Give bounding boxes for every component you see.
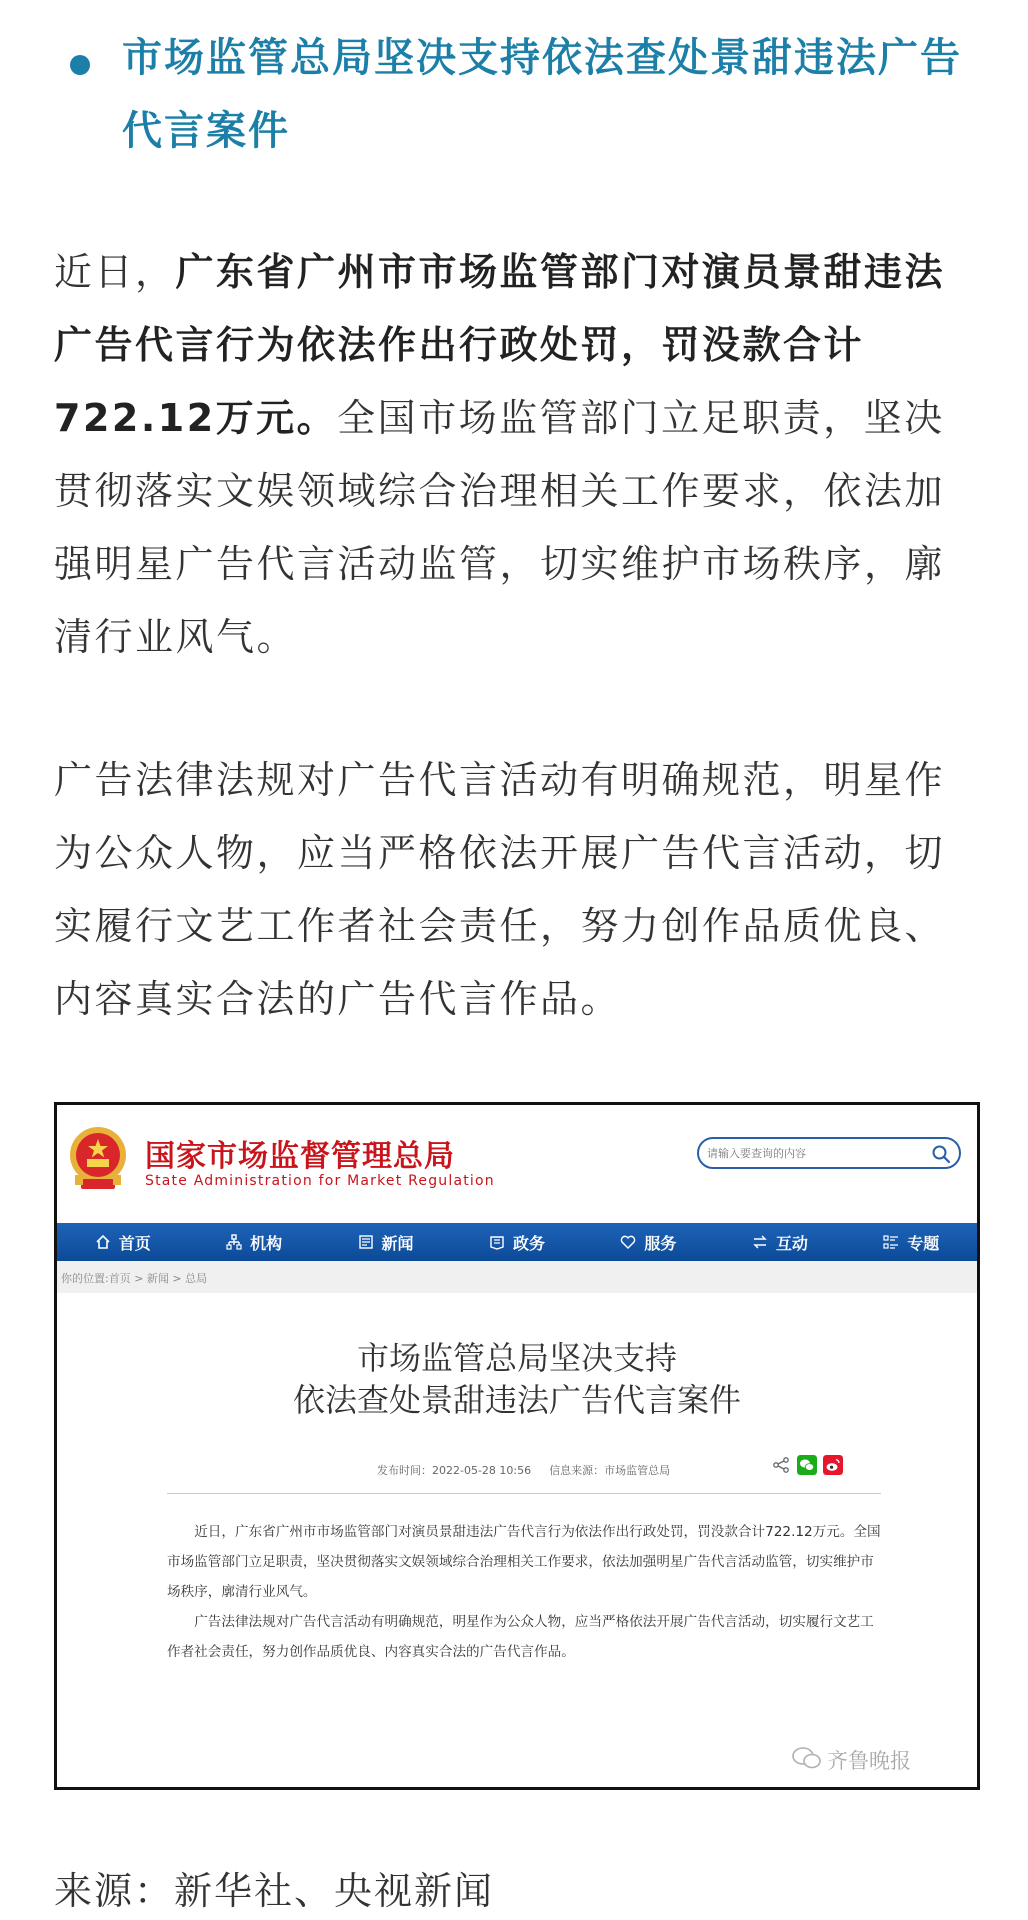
paragraph-1-rest: 全国市场监管部门立足职责，坚决贯彻落实文娱领域综合治理相关工作要求，依法加强明星广告代言活动监管，切实维护市场秩序，廓清行业风气。: [54, 396, 946, 659]
national-emblem-icon: [67, 1125, 129, 1191]
nav-service-label: 服务: [644, 1233, 677, 1253]
nav-government[interactable]: [451, 1223, 582, 1261]
nav-home[interactable]: [57, 1223, 188, 1261]
paragraph-2: 广告法律法规对广告代言活动有明确规范，明星作为公众人物，应当严格依法开展广告代言活动，切实履行文艺工作者社会责任，努力创作品质优良、内容真实合法的广告代言作品。: [54, 758, 946, 1021]
nav-government-label: 政务: [512, 1233, 545, 1253]
share-bar: [771, 1455, 843, 1475]
article-paragraph-1: 近日，广东省广州市市场监管部门对演员景甜违法广告代言行为依法作出行政处罚，罚没款合计722.12万元。全国市场监管部门立足职责，坚决贯彻落实文娱领域综合治理相关工作要求，依法加强明星广告代言活动监管，切实维护市场秩序，廓清行业风气。: [167, 1524, 881, 1600]
main-nav: [57, 1223, 977, 1261]
article-meta: [377, 1462, 670, 1478]
search-input[interactable]: [707, 1143, 923, 1163]
info-source: 信息来源：市场监管总局: [549, 1464, 671, 1477]
nav-org[interactable]: [188, 1223, 319, 1261]
nav-org-label: 机构: [250, 1233, 283, 1253]
org-name-cn: 国家市场监督管理总局: [145, 1139, 455, 1174]
heart-icon: [620, 1234, 636, 1250]
search-box[interactable]: [697, 1137, 961, 1169]
wechat-watermark-icon: [791, 1745, 823, 1771]
headline-title: 市场监管总局坚决支持依法查处景甜违法广告代言案件: [122, 35, 962, 154]
nav-news-label: 新闻: [381, 1233, 414, 1253]
breadcrumb: 你的位置:首页 > 新闻 > 总局: [57, 1261, 977, 1293]
share-icon[interactable]: [771, 1455, 791, 1475]
nav-topics[interactable]: [846, 1223, 977, 1261]
nav-news[interactable]: [320, 1223, 451, 1261]
org-name-en: State Administration for Market Regulation: [145, 1173, 495, 1189]
nav-interaction[interactable]: [714, 1223, 845, 1261]
nav-home-label: 首页: [118, 1233, 151, 1253]
bullet-dot-icon: [70, 55, 90, 75]
org-chart-icon: [226, 1234, 242, 1250]
article-body: [167, 1517, 881, 1667]
watermark-text: 齐鲁晚报: [827, 1749, 911, 1773]
exchange-icon: [752, 1234, 768, 1250]
government-icon: [489, 1234, 505, 1250]
article-title-line-1: 市场监管总局坚决支持: [356, 1339, 677, 1377]
paragraph-1: [54, 236, 984, 674]
paragraph-1-lead: 近日，: [54, 250, 176, 294]
nav-interaction-label: 互动: [775, 1233, 808, 1253]
article-title-line-2: 依法查处景甜违法广告代言案件: [292, 1381, 741, 1419]
article-title: [57, 1337, 977, 1421]
search-icon[interactable]: [931, 1144, 951, 1164]
site-header: [57, 1105, 977, 1225]
weibo-icon[interactable]: [823, 1455, 843, 1475]
wechat-icon[interactable]: [797, 1455, 817, 1475]
source-line: 来源：新华社、央视新闻: [54, 1869, 495, 1913]
news-icon: [358, 1234, 374, 1250]
home-icon: [95, 1234, 111, 1250]
paragraph-1-bold: 广东省广州市市场监管部门对演员景甜违法广告代言行为依法作出行政处罚，罚没款合计722.12万元。: [54, 250, 946, 440]
nav-topics-label: 专题: [907, 1233, 940, 1253]
article-paragraph-2: 广告法律法规对广告代言活动有明确规范，明星作为公众人物，应当严格依法开展广告代言活动，切实履行文艺工作者社会责任，努力创作品质优良、内容真实合法的广告代言作品。: [167, 1614, 874, 1660]
nav-service[interactable]: [583, 1223, 714, 1261]
publish-time: 发布时间：2022-05-28 10:56: [377, 1464, 532, 1477]
topics-icon: [883, 1234, 899, 1250]
article-divider: [167, 1493, 881, 1494]
embedded-screenshot: [54, 1102, 980, 1790]
